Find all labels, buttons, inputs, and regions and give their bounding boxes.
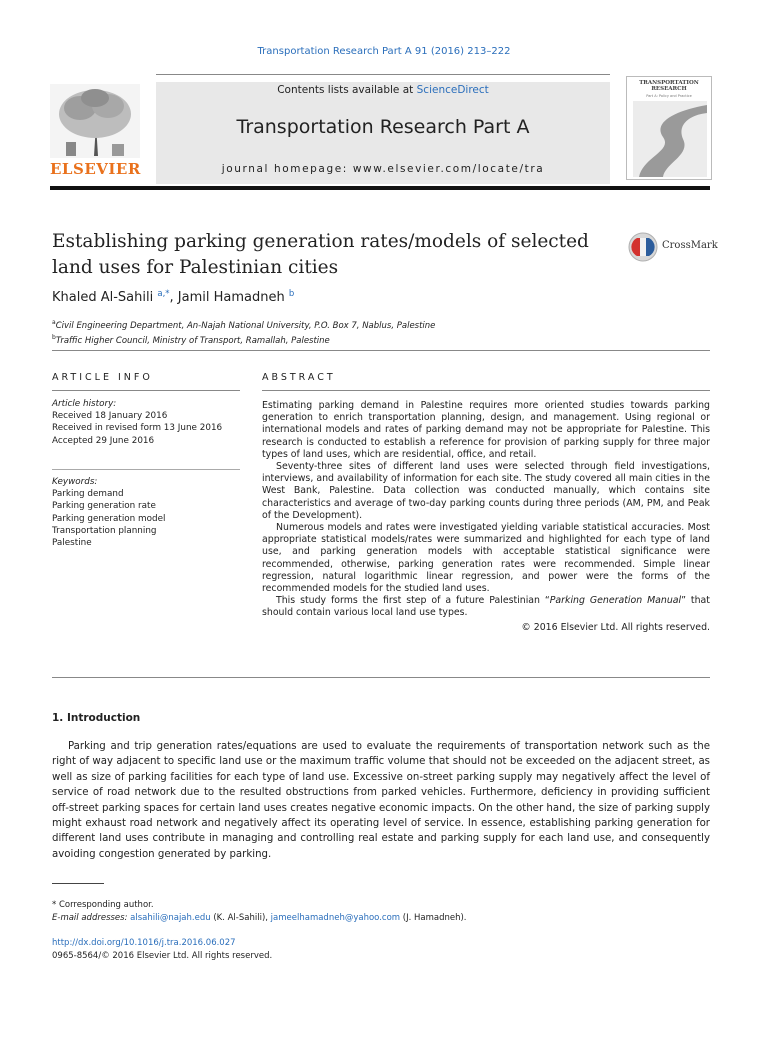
article-title: Establishing parking generation rates/models of selected land uses for Palestinian cities xyxy=(52,231,589,278)
keyword-item: Parking demand xyxy=(52,489,124,500)
keywords-rule xyxy=(52,469,240,470)
author-affiliation-mark[interactable]: b xyxy=(288,289,295,299)
doi-link[interactable]: http://dx.doi.org/10.1016/j.tra.2016.06.027 xyxy=(52,938,236,948)
email-link[interactable]: jameelhamadneh@yahoo.com xyxy=(270,913,401,923)
abstract-heading: ABSTRACT xyxy=(262,372,336,383)
author-name: Khaled Al-Sahili xyxy=(52,290,154,305)
corresponding-author-label: Corresponding author. xyxy=(58,900,154,910)
keywords-block xyxy=(52,476,165,549)
accepted-date: Accepted 29 June 2016 xyxy=(52,435,155,446)
homepage-link[interactable]: www.elsevier.com/locate/tra xyxy=(352,163,545,175)
article-info-heading: ARTICLE INFO xyxy=(52,372,153,383)
header-top-rule xyxy=(156,74,610,75)
article-info-rule xyxy=(52,390,240,391)
email-label: E-mail addresses: xyxy=(52,913,128,923)
abstract-copyright: © 2016 Elsevier Ltd. All rights reserved. xyxy=(521,621,710,633)
keywords-label: Keywords: xyxy=(52,477,98,487)
homepage-prefix: journal homepage: xyxy=(221,163,353,175)
article-history xyxy=(52,398,222,447)
email-link[interactable]: alsahili@najah.edu xyxy=(130,913,211,923)
cover-title: TRANSPORTATION RESEARCH xyxy=(639,80,699,92)
keyword-item: Palestine xyxy=(52,538,92,549)
section-rule xyxy=(52,677,710,678)
affiliation-a xyxy=(52,317,435,332)
journal-cover-thumbnail xyxy=(626,76,712,180)
affiliation-b xyxy=(52,332,435,347)
crossmark-label: CrossMark xyxy=(662,240,718,251)
manual-title: Parking Generation Manual xyxy=(549,595,682,607)
journal-reference-link[interactable]: Transportation Research Part A 91 (2016) 213–222 xyxy=(257,46,511,57)
affiliation-text: Civil Engineering Department, An-Najah National University, P.O. Box 7, Nablus, Palestine xyxy=(55,320,436,331)
received-date: Received 18 January 2016 xyxy=(52,411,168,422)
email-line xyxy=(52,912,467,925)
email-owner: (K. Al-Sahili), xyxy=(213,913,268,923)
abstract-text-run: ” that should contain various local land use types. xyxy=(262,595,710,619)
journal-homepage-line xyxy=(156,163,610,175)
introduction-heading: 1. Introduction xyxy=(52,712,141,724)
abstract-paragraph: Numerous models and rates were investigated yielding variable statistical accuracies. Most appropriate statistical models/rates were summarized and highlighted for each type of land use, and parking generation models with acceptable statistical significance were recommended, otherwise, parking generation rates were recommended. Simple linear regression, natural logarithmic linear regression, and power were the forms of the recommended models for the studied land uses. xyxy=(262,522,710,595)
history-label: Article history: xyxy=(52,399,117,409)
keyword-item: Transportation planning xyxy=(52,525,157,536)
cover-subtitle: Part A: Policy and Practice xyxy=(646,94,692,98)
contents-available-line xyxy=(156,84,610,96)
keyword-item: Parking generation model xyxy=(52,513,166,524)
author-affiliation-mark[interactable]: a,* xyxy=(157,289,170,299)
author-name: Jamil Hamadneh xyxy=(177,290,285,305)
abstract-text-run: This study forms the first step of a future Palestinian “ xyxy=(276,595,550,607)
abstract-text xyxy=(262,400,710,634)
section-rule xyxy=(52,350,710,351)
journal-title: Transportation Research Part A xyxy=(236,116,530,138)
abstract-rule xyxy=(262,390,710,391)
doi-block xyxy=(52,937,272,962)
issn-copyright: 0965-8564/© 2016 Elsevier Ltd. All rights reserved. xyxy=(52,950,273,961)
publisher-name: ELSEVIER xyxy=(50,160,141,178)
affiliation-mark: a xyxy=(52,319,56,326)
crossmark-icon xyxy=(628,232,658,262)
sciencedirect-link[interactable]: ScienceDirect xyxy=(416,84,489,96)
footnote-block xyxy=(52,899,467,925)
abstract-paragraph xyxy=(262,595,710,619)
crossmark-button[interactable] xyxy=(628,232,718,264)
keyword-item: Parking generation rate xyxy=(52,501,156,512)
email-owner: (J. Hamadneh). xyxy=(402,913,467,923)
affiliation-mark: b xyxy=(52,333,56,341)
revised-date: Received in revised form 13 June 2016 xyxy=(52,423,223,434)
contents-prefix: Contents lists available at xyxy=(277,84,417,96)
corresponding-author-note xyxy=(52,899,467,912)
affiliation-text: Traffic Higher Council, Ministry of Transport, Ramallah, Palestine xyxy=(55,335,330,346)
cover-road-graphic xyxy=(633,101,707,177)
introduction-paragraph: Parking and trip generation rates/equations are used to evaluate the requirements of transportation network such as the right of way adjacent to specific land use or the maximum traffic volume that should not be exceeded on the adjacent street, as well as size of parking facilities for each type of land use. Excessive on-street parking supply may negatively affect the level of service of road network due to the resulted obstructions from parked vehicles. Furthermore, deficiency in providing sufficient off-street parking spaces for certain land uses creates negative economic impacts. On the other hand, the size of parking supply might exhaust road network and negatively affect its operating level of service. In essence, establishing parking generation for different land uses contribute in managing and controlling real estate and parking supply for each land use, and consequently avoiding congestion generated by parking. xyxy=(52,741,710,860)
abstract-paragraph: Estimating parking demand in Palestine requires more oriented studies towards parking generation to enrich transportation planning, design, and management. Using regional or international models and rates of parking demand may not be appropriate for Palestine. This research is conducted to establish a reference for provision of parking supply for three major types of land uses, which are residential, office, and retail. xyxy=(262,400,710,460)
footnote-mark: * xyxy=(52,900,57,910)
author-list: Khaled Al-Sahili $^{a,*}$, Jamil Hamadneh $^b$ xyxy=(52,289,295,305)
masthead-bottom-rule xyxy=(50,186,710,190)
footnote-rule xyxy=(52,883,104,884)
abstract-paragraph: Seventy-three sites of different land uses were selected through field investigations, interviews, and availability of information for each site. The study covered all main cities in the West Bank, Palestine. Data collection was conducted manually, which contains site characteristics and average of two-day parking counts during three periods (AM, PM, and Peak of the Development). xyxy=(262,461,710,521)
affiliations xyxy=(52,317,435,347)
